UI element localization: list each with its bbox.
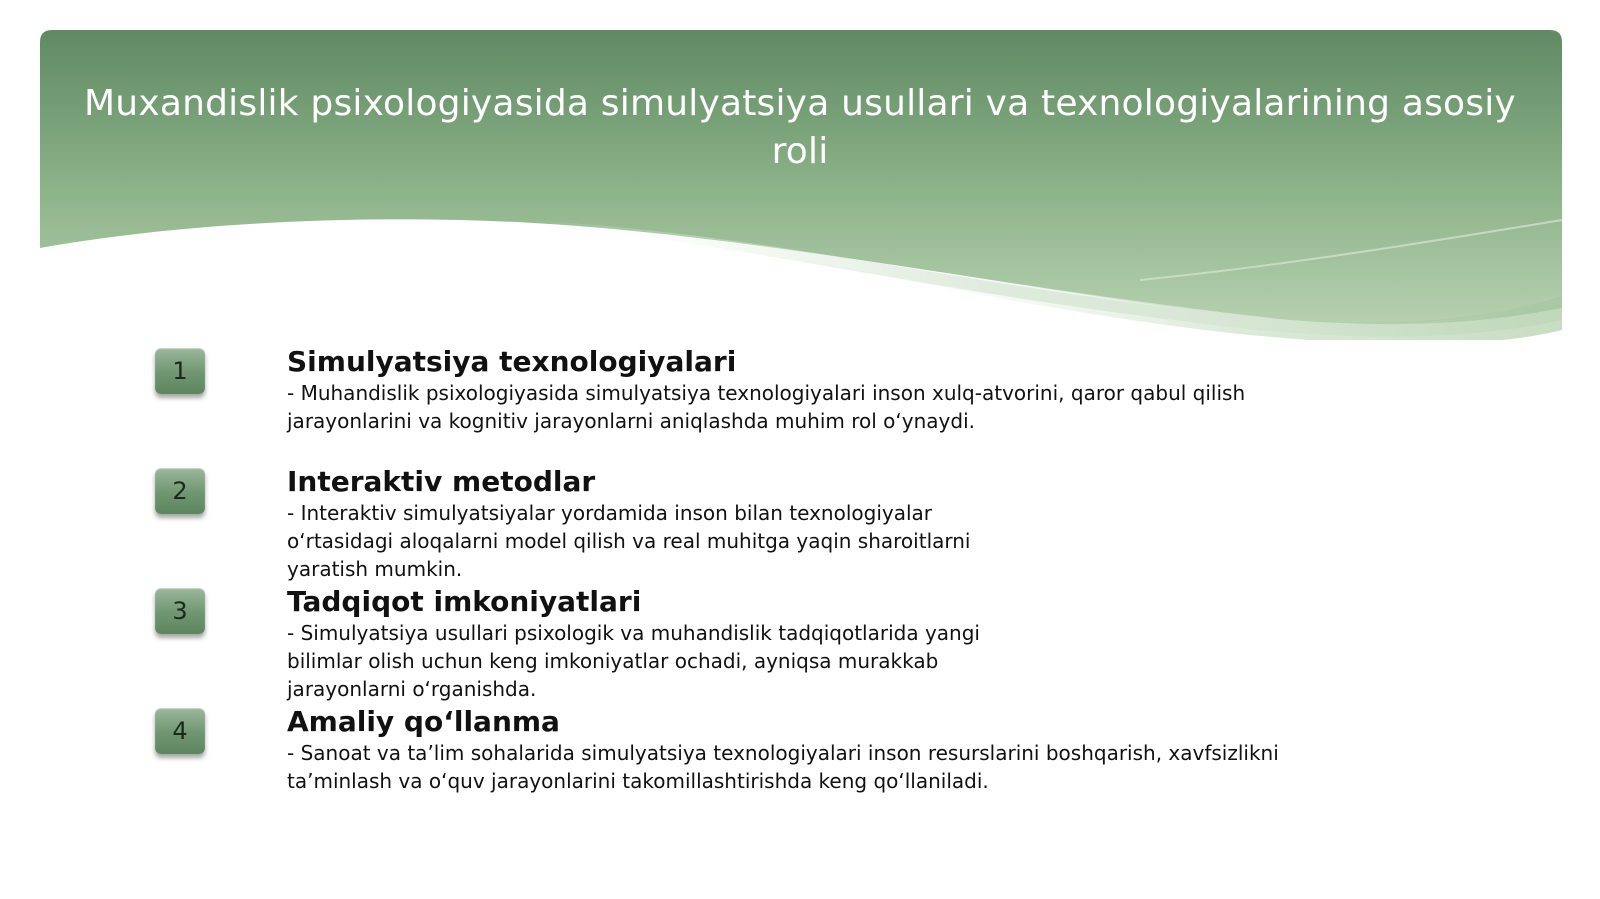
header-banner xyxy=(40,30,1562,340)
wave-banner-graphic xyxy=(40,30,1562,340)
item-body: - Simulyatsiya usullari psixologik va muhandislik tadqiqotlarida yangi bilimlar olish uchun keng imkoniyatlar ochadi, ayniqsa murakkab jarayonlarni o‘rganishda. xyxy=(287,621,980,701)
number-badge: 2 xyxy=(155,468,205,514)
item-body: - Interaktiv simulyatsiyalar yordamida inson bilan texnologiyalar o‘rtasidagi aloqalarni model qilish va real muhitga yaqin sharoitlarni yaratish mumkin. xyxy=(287,501,971,581)
item-content xyxy=(287,345,1245,435)
item-heading: Tadqiqot imkoniyatlari xyxy=(287,585,642,618)
slide-title: Muxandislik psixologiyasida simulyatsiya usullari va texnologiyalarining asosiy roli xyxy=(84,83,1516,172)
item-content xyxy=(287,705,1279,795)
item-content xyxy=(287,465,971,583)
item-heading: Interaktiv metodlar xyxy=(287,465,596,498)
item-heading: Amaliy qo‘llanma xyxy=(287,705,560,738)
item-content xyxy=(287,585,980,703)
item-body: - Sanoat va ta’lim sohalarida simulyatsiya texnologiyalari inson resurslarini boshqarish, xavfsizlikni ta’minlash va o‘quv jarayonlarini takomillashtirishda keng qo‘llaniladi. xyxy=(287,741,1279,793)
item-heading: Simulyatsiya texnologiyalari xyxy=(287,345,737,378)
number-badge: 3 xyxy=(155,588,205,634)
number-badge: 1 xyxy=(155,348,205,394)
item-body: - Muhandislik psixologiyasida simulyatsiya texnologiyalari inson xulq-atvorini, qaror qabul qilish jarayonlarini va kognitiv jarayonlarni aniqlashda muhim rol o‘ynaydi. xyxy=(287,381,1246,433)
number-badge: 4 xyxy=(155,708,205,754)
